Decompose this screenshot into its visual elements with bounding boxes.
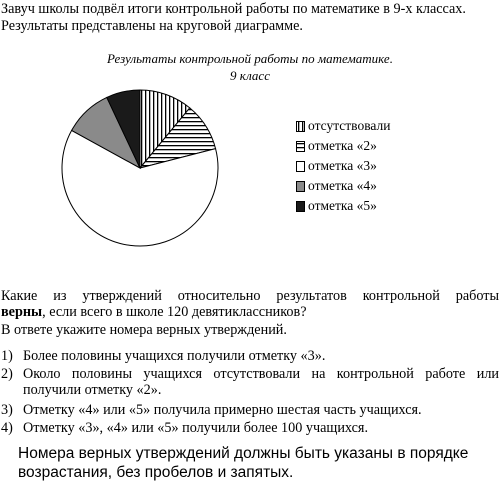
legend-swatch xyxy=(296,141,305,152)
intro-line-2: Результаты представлены на круговой диаграмме. xyxy=(1,18,303,34)
statement-text: Отметку «3», «4» или «5» получили более 100 учащихся. xyxy=(23,420,368,436)
chart-subtitle: 9 класс xyxy=(230,68,270,83)
answer-note-line-2: возрастания, без пробелов и запятых. xyxy=(18,464,294,481)
question-line-2-rest: , если всего в школе 120 девятиклассников? xyxy=(42,304,307,320)
question-line-1: Какие из утверждений относительно результатов контрольной работы xyxy=(1,288,499,304)
instruction-text: В ответе укажите номера верных утверждений. xyxy=(1,322,287,338)
legend-label: отметка «4» xyxy=(308,178,377,193)
legend-item-отсутствовали xyxy=(296,119,390,133)
statement-number: 3) xyxy=(1,402,13,418)
statement-number: 1) xyxy=(1,348,13,364)
legend-item-отметка-3 xyxy=(296,159,377,173)
legend-swatch xyxy=(296,201,305,212)
statement-text: Отметку «4» или «5» получила примерно шестая часть учащихся. xyxy=(23,402,422,418)
legend-item-отметка-5 xyxy=(296,199,377,213)
legend-label: отметка «2» xyxy=(308,138,377,153)
answer-note-line-1: Номера верных утверждений должны быть указаны в порядке xyxy=(18,445,469,462)
statement-text: Более половины учащихся получили отметку «3». xyxy=(23,348,326,364)
legend-item-отметка-4 xyxy=(296,179,377,193)
legend-label: отметка «5» xyxy=(308,198,377,213)
legend-swatch xyxy=(296,181,305,192)
statement-number: 2) xyxy=(1,366,13,382)
answer-format-note xyxy=(18,444,498,482)
intro-line-1: Завуч школы подвёл итоги контрольной работы по математике в 9-х классах. xyxy=(1,1,466,17)
legend-swatch xyxy=(296,121,305,132)
question-bold-word: верны xyxy=(1,304,43,320)
statement-number: 4) xyxy=(1,420,13,436)
chart-title: Результаты контрольной работы по математике. xyxy=(107,51,393,66)
statement-text-continued: получили отметку «2». xyxy=(23,382,162,398)
legend-item-отметка-2 xyxy=(296,139,377,153)
legend-swatch xyxy=(296,161,305,172)
statement-text-block xyxy=(23,366,499,398)
statement-text: Около половины учащихся отсутствовали на контрольной работе или xyxy=(23,366,499,382)
question-line-2 xyxy=(1,304,499,320)
legend-label: отметка «3» xyxy=(308,158,377,173)
question-text xyxy=(1,288,499,320)
legend-label: отсутствовали xyxy=(308,118,391,133)
